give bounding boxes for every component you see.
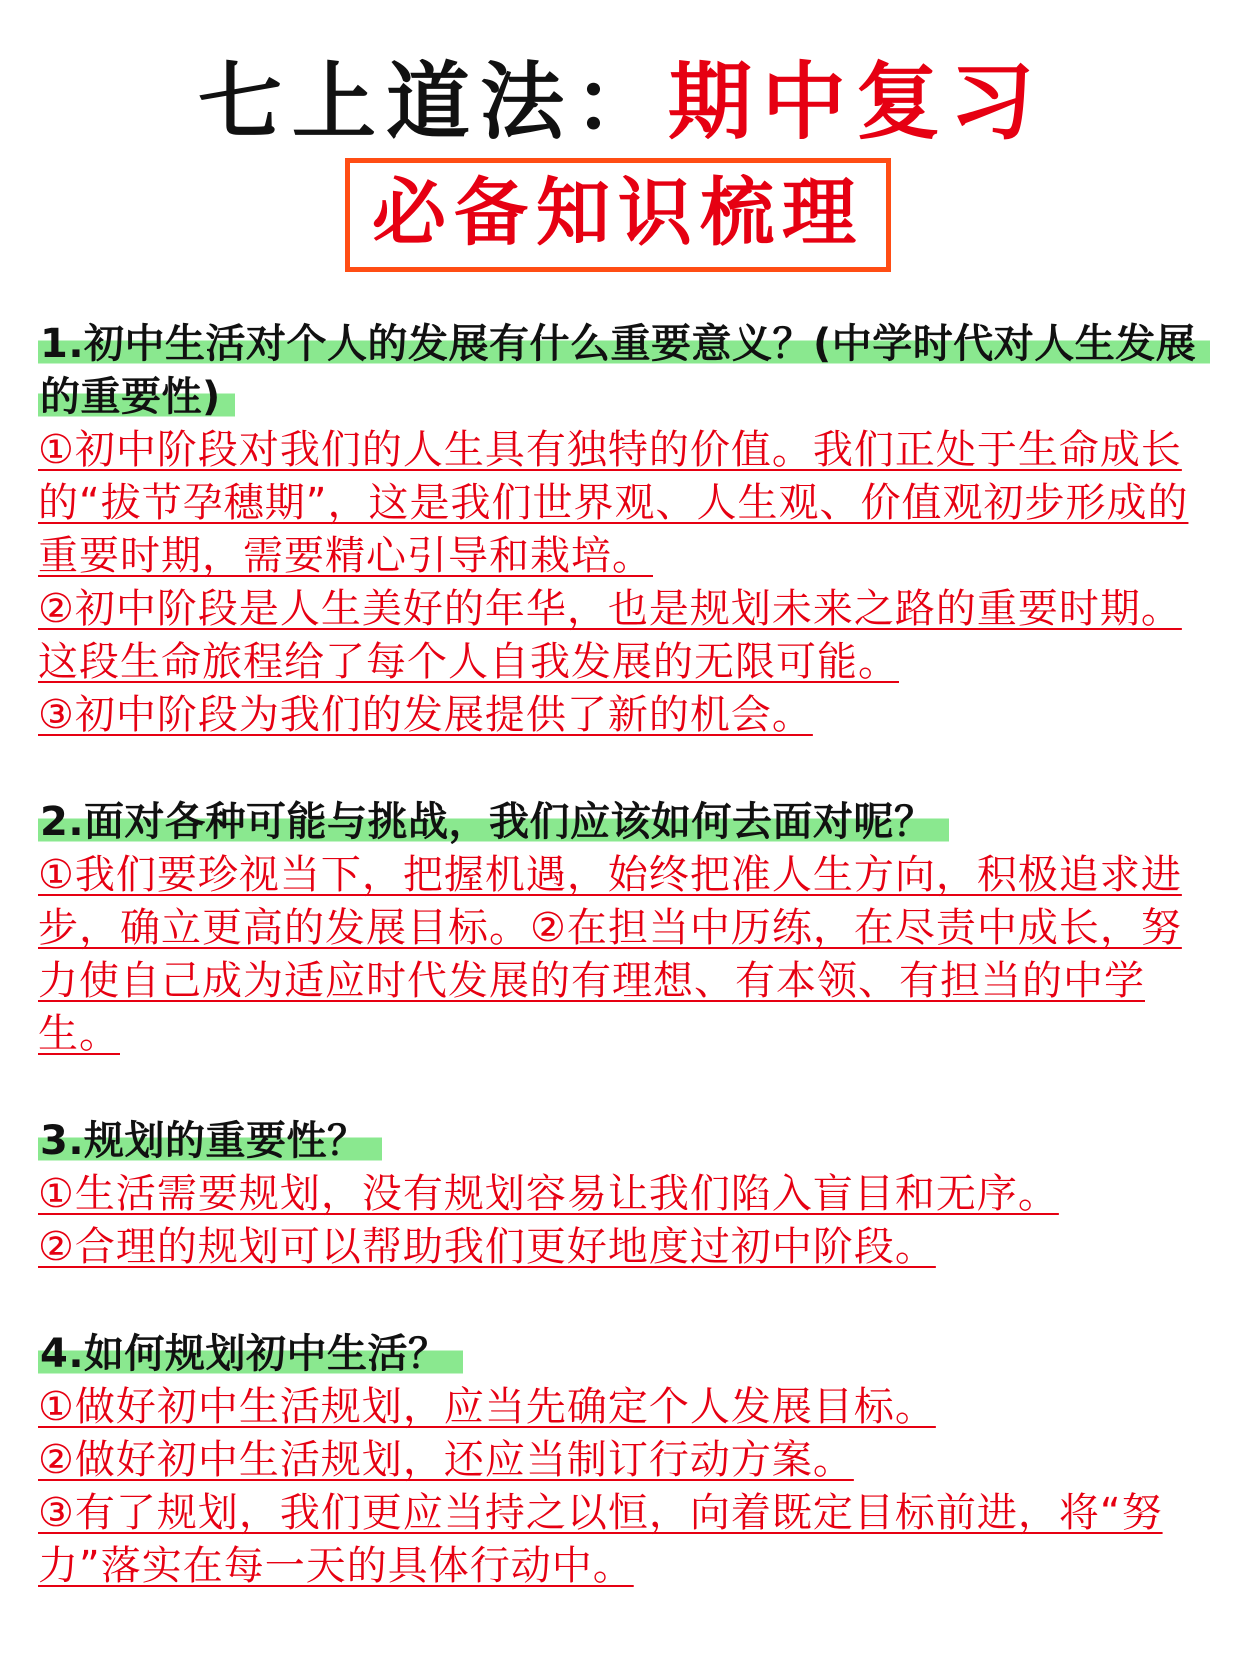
page-title bbox=[0, 52, 1242, 152]
answer-text: ③有了规划，我们更应当持之以恒，向着既定目标前进，将“努力”落实在每一天的具体行动中。 bbox=[38, 1490, 1163, 1589]
question-4 bbox=[38, 1328, 1218, 1381]
question-text: 1.初中生活对个人的发展有什么重要意义？(中学时代对人生发展的重要性) bbox=[38, 321, 1210, 420]
answer-item bbox=[38, 1487, 1218, 1593]
question-2 bbox=[38, 796, 1218, 849]
answer-text: ②做好初中生活规划，还应当制订行动方案。 bbox=[38, 1437, 854, 1483]
section-4 bbox=[38, 1328, 1218, 1593]
answer-text: ①我们要珍视当下，把握机遇，始终把准人生方向，积极追求进步，确立更高的发展目标。②在担当中历练，在尽责中成长，努力使自己成为适应时代发展的有理想、有本领、有担当的中学生。 bbox=[38, 852, 1182, 1057]
question-1 bbox=[38, 318, 1218, 424]
answer-text: ①初中阶段对我们的人生具有独特的价值。我们正处于生命成长的“拔节孕穗期”，这是我们世界观、人生观、价值观初步形成的重要时期，需要精心引导和栽培。 bbox=[38, 427, 1189, 579]
answer-item bbox=[38, 583, 1218, 689]
answer-item bbox=[38, 689, 1218, 742]
answer-text: ②合理的规划可以帮助我们更好地度过初中阶段。 bbox=[38, 1224, 936, 1270]
section-3 bbox=[38, 1115, 1218, 1274]
content bbox=[38, 318, 1218, 1593]
answer-item bbox=[38, 1168, 1218, 1221]
section-1 bbox=[38, 318, 1218, 742]
answer-text: ①生活需要规划，没有规划容易让我们陷入盲目和无序。 bbox=[38, 1171, 1059, 1217]
subtitle: 必备知识梳理 bbox=[372, 170, 864, 256]
question-text: 3.规划的重要性？ bbox=[38, 1118, 382, 1164]
answer-item bbox=[38, 1381, 1218, 1434]
answer-text: ③初中阶段为我们的发展提供了新的机会。 bbox=[38, 692, 813, 738]
section-2 bbox=[38, 796, 1218, 1061]
answer-item bbox=[38, 1434, 1218, 1487]
subtitle-box bbox=[345, 158, 891, 272]
answer-item bbox=[38, 849, 1218, 1061]
question-text: 2.面对各种可能与挑战，我们应该如何去面对呢？ bbox=[38, 799, 949, 845]
question-text: 4.如何规划初中生活？ bbox=[38, 1331, 463, 1377]
answer-text: ②初中阶段是人生美好的年华，也是规划未来之路的重要时期。这段生命旅程给了每个人自我发展的无限可能。 bbox=[38, 586, 1182, 685]
answer-text: ①做好初中生活规划，应当先确定个人发展目标。 bbox=[38, 1384, 936, 1430]
answer-item bbox=[38, 424, 1218, 583]
answer-item bbox=[38, 1221, 1218, 1274]
title-topic: 期中复习 bbox=[668, 53, 1045, 151]
question-3 bbox=[38, 1115, 1218, 1168]
title-subject: 七上道法： bbox=[197, 53, 668, 151]
